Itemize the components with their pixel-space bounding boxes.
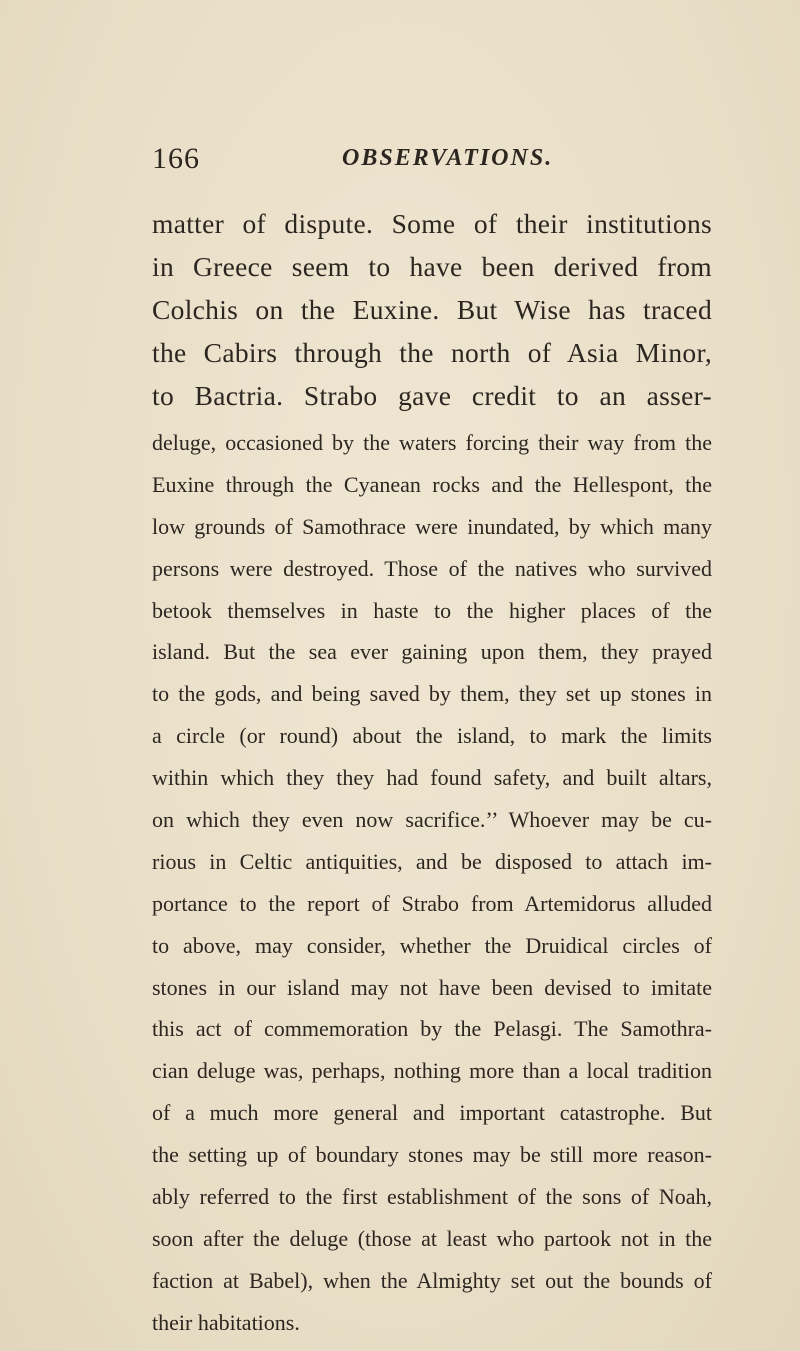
text-line: to above, may consider, whether the Druidical circles of [152, 932, 712, 958]
text-line: the setting up of boundary stones may be still more reason- [152, 1142, 712, 1168]
text-line: low grounds of Samothrace were inundated, by which many [152, 513, 712, 539]
text-line: portance to the report of Strabo from Artemidorus alluded [152, 890, 712, 916]
text-line: this act of commemoration by the Pelasgi. The Samothra- [152, 1016, 712, 1042]
text-line: betook themselves in haste to the higher places of the [152, 597, 712, 623]
paragraph-lower [152, 422, 712, 1344]
text-line: persons were destroyed. Those of the natives who survived [152, 555, 712, 581]
text-line: cian deluge was, perhaps, nothing more than a local tradition [152, 1058, 712, 1084]
text-line: Euxine through the Cyanean rocks and the Hellespont, the [152, 471, 712, 497]
text-line: to Bactria. Strabo gave credit to an asser- [152, 380, 712, 411]
text-line: Colchis on the Euxine. But Wise has traced [152, 294, 712, 325]
text-line: stones in our island may not have been devised to imitate [152, 974, 712, 1000]
running-head [152, 142, 712, 182]
text-line: soon after the deluge (those at least who partook not in the [152, 1225, 712, 1251]
text-line: on which they even now sacrifice.’’ Whoever may be cu- [152, 807, 712, 833]
text-line: their habitations. [152, 1309, 300, 1335]
text-line: a circle (or round) about the island, to mark the limits [152, 723, 712, 749]
running-title: OBSERVATIONS. [342, 145, 554, 171]
page-number: 166 [152, 142, 200, 175]
text-line: island. But the sea ever gaining upon them, they prayed [152, 639, 712, 665]
text-line: to the gods, and being saved by them, they set up stones in [152, 681, 712, 707]
text-line: the Cabirs through the north of Asia Minor, [152, 337, 712, 368]
text-line: deluge, occasioned by the waters forcing their way from the [152, 430, 712, 455]
text-line: ably referred to the first establishment of the sons of Noah, [152, 1184, 712, 1210]
paragraph-upper [152, 202, 712, 417]
text-line: of a much more general and important catastrophe. But [152, 1100, 712, 1126]
text-line: within which they they had found safety, and built altars, [152, 765, 712, 791]
text-line: rious in Celtic antiquities, and be disposed to attach im- [152, 848, 712, 874]
text-line: in Greece seem to have been derived from [152, 251, 712, 282]
text-line: matter of dispute. Some of their institutions [152, 208, 712, 239]
text-line: faction at Babel), when the Almighty set out the bounds of [152, 1267, 712, 1293]
